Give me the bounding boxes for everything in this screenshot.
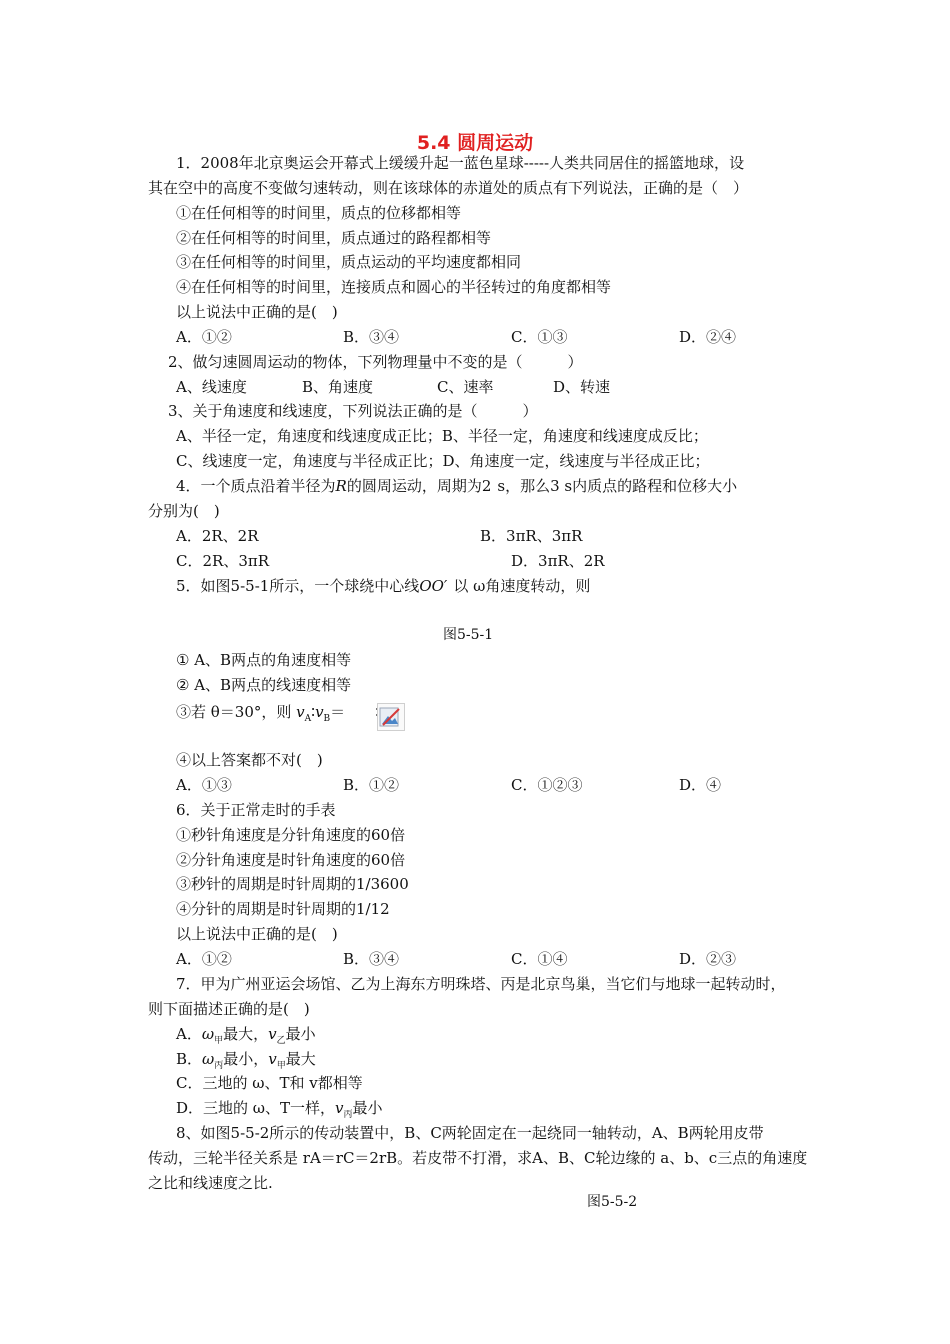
q5-statement-4: ④以上答案都不对( ) [176,751,323,769]
q6-option-b: B．③④ [343,950,400,968]
q7-option-a-text2: 最小 [285,1025,316,1043]
q1-statement-1: ①在任何相等的时间里，质点的位移都相等 [176,204,462,222]
q5-stem [176,576,590,596]
q1-option-d: D．②④ [679,328,737,346]
q5-ratio-colon: ∶ [311,703,316,721]
q5-stem-part2: 以 ω角速度转动，则 [453,577,591,595]
q7-option-b-text1: 最小， [223,1050,269,1068]
q4-stem-line1 [176,476,737,496]
q4-stem-part3: s，那么3 s内质点的路程和位移大小 [497,477,738,495]
q6-statement-2: ②分针角速度是时针角速度的60倍 [176,851,406,869]
q2-option-b: B、角速度 [302,378,374,396]
q7-option-b-label: B． [176,1050,203,1068]
q8-stem-line3: 之比和线速度之比. [148,1174,273,1192]
q6-ask: 以上说法中正确的是( ) [176,925,338,943]
q7-option-d-text1: D．三地的 ω、T一样， [176,1099,336,1117]
q7-option-b [176,1049,316,1076]
q8-stem-line1: 8、如图5-5-2所示的传动装置中，B、C两轮固定在一起绕同一轴转动，A、B两轮用皮带 [176,1124,764,1142]
q7-v-symbol: v [335,1099,344,1117]
q5-va-symbol: v [296,703,305,721]
q7-stem-line2: 则下面描述正确的是( ) [148,1000,310,1018]
q5-vb-subscript: B [323,714,331,724]
q1-option-b: B．③④ [343,328,400,346]
q2-option-a: A、线速度 [176,378,247,396]
q8-figure-caption: 图5-5-2 [587,1194,638,1210]
q7-option-a-label: A． [176,1025,202,1043]
broken-image-icon [377,703,405,731]
q4-option-a: A．2R、2R [176,527,259,545]
q7-option-c: C．三地的 ω、T和 v都相等 [176,1074,363,1092]
q4-option-b: B．3πR、3πR [480,527,583,545]
q5-statement-1: ① A、B两点的角速度相等 [176,651,352,669]
q6-statement-4: ④分针的周期是时针周期的1/12 [176,900,390,918]
q2-option-c: C、速率 [437,378,494,396]
q8-stem-line2: 传动，三轮半径关系是 rA＝rC＝2rB。若皮带不打滑，求A、B、C轮边缘的 a、b、c三点的角速度 [148,1149,808,1167]
q7-option-d [176,1098,383,1125]
q5-va-subscript: A [304,714,312,724]
q7-option-b-text2: 最大 [285,1050,316,1068]
q1-option-a: A．①② [176,328,232,346]
q7-v-subscript: 丙 [343,1110,353,1120]
q5-statement-3-text: ③若 θ＝30°，则 [176,703,292,721]
q5-option-b: B．①② [343,776,400,794]
q7-option-a [176,1024,316,1051]
q6-statement-1: ①秒针角速度是分针角速度的60倍 [176,826,406,844]
page-title: 5.4 圆周运动 [416,132,534,154]
q6-option-c: C．①④ [511,950,568,968]
q5-option-c: C．①②③ [511,776,583,794]
q3-options-line2: C、线速度一定，角速度与半径成正比；D、角速度一定，线速度与半径成正比； [176,452,710,470]
q1-stem-line2: 其在空中的高度不变做匀速转动，则在该球体的赤道处的质点有下列说法，正确的是（ ） [148,179,749,197]
q5-vb-symbol: v [315,703,324,721]
q1-statement-4: ④在任何相等的时间里，连接质点和圆心的半径转过的角度都相等 [176,278,612,296]
q2-stem: 2、做匀速圆周运动的物体，下列物理量中不变的是（ ） [168,353,583,371]
q5-option-d: D．④ [679,776,722,794]
q1-option-c: C．①③ [511,328,568,346]
q5-statement-3 [176,702,389,729]
q2-option-d: D、转速 [553,378,611,396]
q4-option-d: D．3πR、2R [511,552,605,570]
q7-stem-line1: 7．甲为广州亚运会场馆、乙为上海东方明珠塔、丙是北京鸟巢，当它们与地球一起转动时， [176,975,786,993]
q7-option-a-text1: 最大， [223,1025,269,1043]
q7-omega-subscript: 丙 [214,1061,224,1071]
q6-option-d: D．②③ [679,950,737,968]
q3-stem: 3、关于角速度和线速度，下列说法正确的是（ ） [168,402,538,420]
q7-v-subscript: 甲 [276,1061,286,1071]
q5-equals-sign: ＝ [330,703,346,721]
q6-statement-3: ③秒针的周期是时针周期的1/3600 [176,875,409,893]
q4-radius-symbol: R [335,477,347,495]
q5-stem-part1: 5．如图5-5-1所示，一个球绕中心线 [176,577,420,595]
q4-stem-part2: 的圆周运动，周期为2 [346,477,492,495]
q1-statement-3: ③在任何相等的时间里，质点运动的平均速度都相同 [176,253,522,271]
q4-stem-line2: 分别为( ) [148,502,220,520]
q7-omega-symbol: ω [202,1050,215,1068]
q6-option-a: A．①② [176,950,232,968]
q5-statement-2: ② A、B两点的线速度相等 [176,676,352,694]
q7-option-d-text2: 最小 [352,1099,383,1117]
q5-figure-caption: 图5-5-1 [443,627,494,643]
q5-axis-label: OO′ [419,577,448,595]
q7-v-subscript: 乙 [276,1036,286,1046]
q4-stem-part1: 4．一个质点沿着半径为 [176,477,336,495]
q7-v-symbol: v [268,1025,277,1043]
q1-ask: 以上说法中正确的是( ) [176,303,338,321]
q4-option-c: C．2R、3πR [176,552,270,570]
q1-statement-2: ②在任何相等的时间里，质点通过的路程都相等 [176,229,492,247]
q5-option-a: A．①③ [176,776,232,794]
q1-stem-line1: 1．2008年北京奥运会开幕式上缓缓升起一蓝色星球-----人类共同居住的摇篮地球，设 [176,154,745,172]
q7-v-symbol: v [268,1050,277,1068]
q7-omega-subscript: 甲 [214,1036,224,1046]
q6-stem: 6．关于正常走时的手表 [176,801,336,819]
q7-omega-symbol: ω [201,1025,215,1043]
q3-options-line1: A、半径一定，角速度和线速度成正比；B、半径一定，角速度和线速度成反比； [176,427,708,445]
